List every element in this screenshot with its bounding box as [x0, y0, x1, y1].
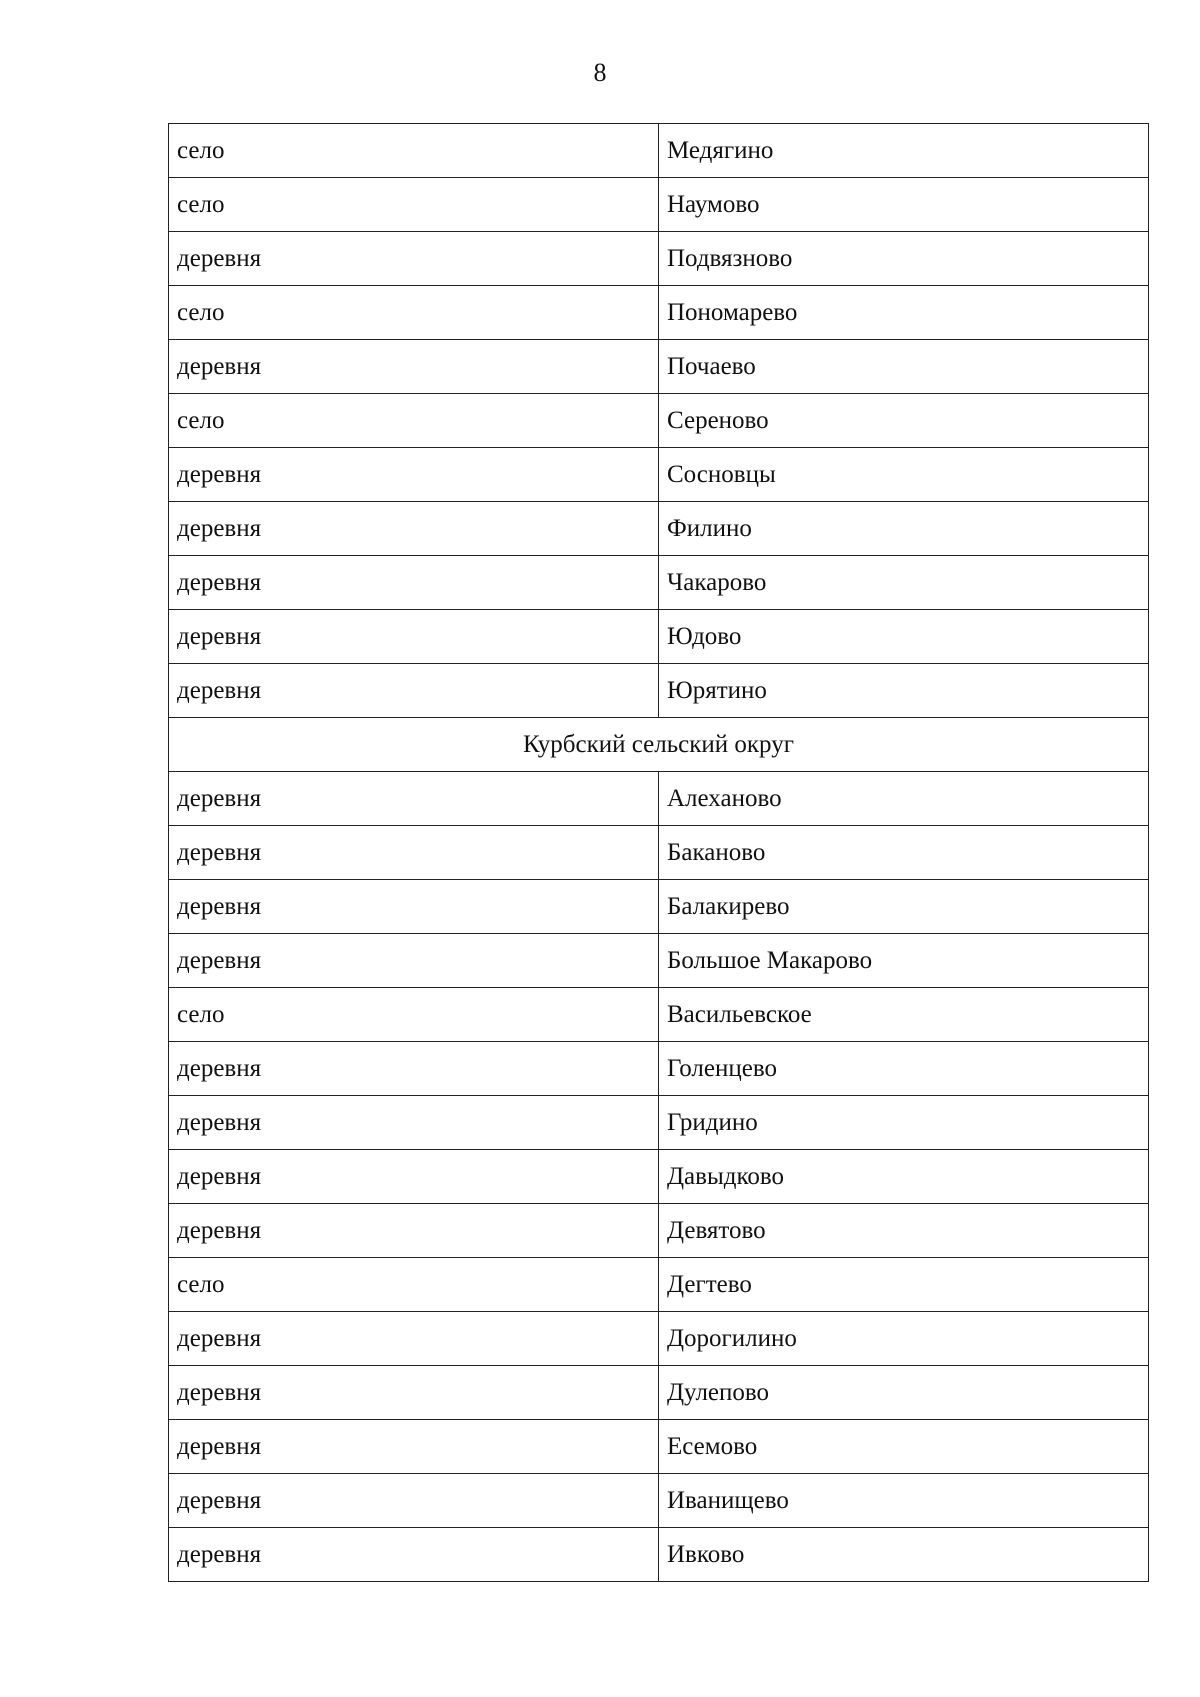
table-row: [169, 1096, 1149, 1150]
settlement-name-cell: Дорогилино: [659, 1312, 1149, 1366]
settlement-name-cell: Дулепово: [659, 1366, 1149, 1420]
table-row: [169, 988, 1149, 1042]
settlement-type-cell: село: [169, 1258, 659, 1312]
settlement-type-cell: деревня: [169, 502, 659, 556]
table-row: [169, 502, 1149, 556]
settlement-name-cell: Гридино: [659, 1096, 1149, 1150]
table-row: [169, 1258, 1149, 1312]
table-row: [169, 232, 1149, 286]
settlement-name-cell: Васильевское: [659, 988, 1149, 1042]
settlement-type-cell: деревня: [169, 826, 659, 880]
settlement-type-cell: деревня: [169, 772, 659, 826]
settlement-type-cell: деревня: [169, 1420, 659, 1474]
settlement-type-cell: деревня: [169, 610, 659, 664]
settlement-name-cell: Сосновцы: [659, 448, 1149, 502]
settlement-type-cell: деревня: [169, 1042, 659, 1096]
page-number: 8: [593, 58, 607, 87]
settlement-type-cell: деревня: [169, 232, 659, 286]
table-row: [169, 772, 1149, 826]
table-row: [169, 934, 1149, 988]
settlement-name-cell: Алеханово: [659, 772, 1149, 826]
table-row: [169, 1150, 1149, 1204]
settlement-name-cell: Иванищево: [659, 1474, 1149, 1528]
settlement-type-cell: деревня: [169, 1366, 659, 1420]
table-row: [169, 340, 1149, 394]
table-row: [169, 826, 1149, 880]
settlement-name-cell: Пономарево: [659, 286, 1149, 340]
settlement-type-cell: деревня: [169, 556, 659, 610]
settlement-type-cell: село: [169, 988, 659, 1042]
table-row: [169, 286, 1149, 340]
settlement-type-cell: деревня: [169, 1312, 659, 1366]
settlement-type-cell: деревня: [169, 448, 659, 502]
settlement-type-cell: село: [169, 394, 659, 448]
settlement-type-cell: село: [169, 124, 659, 178]
settlement-name-cell: Голенцево: [659, 1042, 1149, 1096]
settlements-table: [168, 123, 1149, 1582]
settlement-name-cell: Большое Макарово: [659, 934, 1149, 988]
settlement-name-cell: Ивково: [659, 1528, 1149, 1582]
table-row: [169, 610, 1149, 664]
table-row: [169, 556, 1149, 610]
settlement-name-cell: Юдово: [659, 610, 1149, 664]
section-title: Курбский сельский округ: [169, 718, 1149, 772]
table-row: [169, 1204, 1149, 1258]
settlement-name-cell: Баканово: [659, 826, 1149, 880]
section-header-row: [169, 718, 1149, 772]
table-row: [169, 1474, 1149, 1528]
settlement-name-cell: Есемово: [659, 1420, 1149, 1474]
settlement-type-cell: село: [169, 286, 659, 340]
settlement-type-cell: деревня: [169, 1474, 659, 1528]
settlement-name-cell: Девятово: [659, 1204, 1149, 1258]
settlement-type-cell: деревня: [169, 1528, 659, 1582]
settlement-type-cell: деревня: [169, 934, 659, 988]
settlement-name-cell: Дегтево: [659, 1258, 1149, 1312]
table-row: [169, 664, 1149, 718]
settlement-type-cell: деревня: [169, 1096, 659, 1150]
settlement-name-cell: Филино: [659, 502, 1149, 556]
table-row: [169, 880, 1149, 934]
table-row: [169, 448, 1149, 502]
settlement-name-cell: Балакирево: [659, 880, 1149, 934]
table-row: [169, 1366, 1149, 1420]
table-row: [169, 178, 1149, 232]
settlement-name-cell: Чакарово: [659, 556, 1149, 610]
settlement-name-cell: Подвязново: [659, 232, 1149, 286]
table-row: [169, 1042, 1149, 1096]
settlement-name-cell: Наумово: [659, 178, 1149, 232]
table-row: [169, 394, 1149, 448]
settlement-type-cell: деревня: [169, 1150, 659, 1204]
settlement-name-cell: Давыдково: [659, 1150, 1149, 1204]
settlement-type-cell: деревня: [169, 340, 659, 394]
settlement-name-cell: Почаево: [659, 340, 1149, 394]
settlement-name-cell: Юрятино: [659, 664, 1149, 718]
table-row: [169, 124, 1149, 178]
table-row: [169, 1420, 1149, 1474]
settlement-type-cell: деревня: [169, 880, 659, 934]
settlement-type-cell: село: [169, 178, 659, 232]
settlement-type-cell: деревня: [169, 1204, 659, 1258]
settlement-type-cell: деревня: [169, 664, 659, 718]
table-row: [169, 1528, 1149, 1582]
settlements-table-body: [169, 124, 1149, 1582]
settlement-name-cell: Сереново: [659, 394, 1149, 448]
table-row: [169, 1312, 1149, 1366]
settlement-name-cell: Медягино: [659, 124, 1149, 178]
